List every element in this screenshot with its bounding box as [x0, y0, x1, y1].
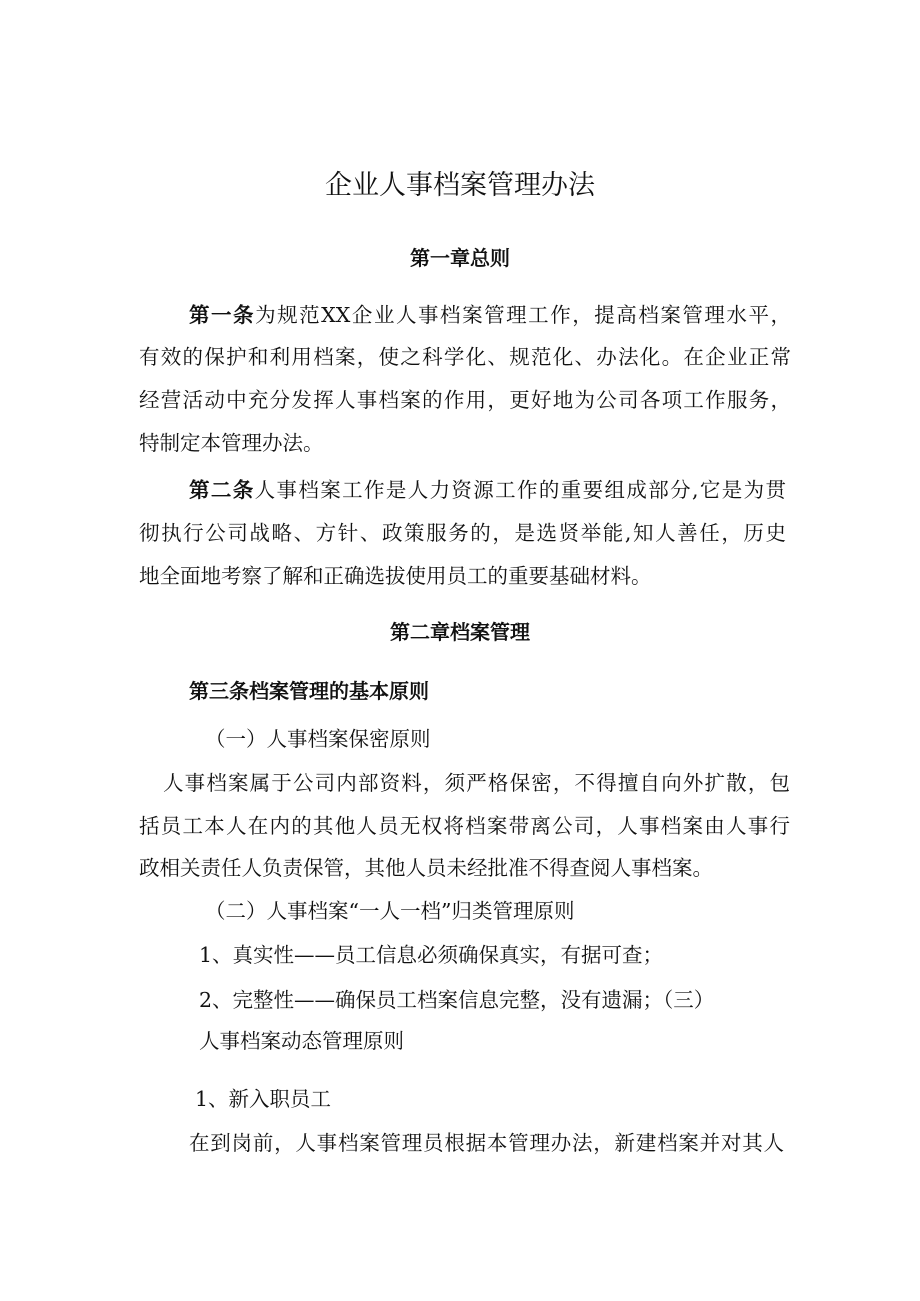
article-1-line-3: 经营活动中充分发挥人事档案的作用，更好地为公司各项工作服务， [139, 388, 791, 412]
principle-1-heading: （一）人事档案保密原则 [205, 727, 431, 751]
article-text: 人事档案工作是人力资源工作的重要组成部分,它是为贯 [254, 478, 786, 502]
principle-3-text-1: 在到岗前，人事档案管理员根据本管理办法，新建档案并对其人 [189, 1131, 784, 1155]
article-1-line-4: 特制定本管理办法。 [139, 431, 324, 455]
article-2-line-3: 地全面地考察了解和正确选拔使用员工的重要基础材料。 [139, 564, 652, 588]
principle-1-line-2: 括员工本人在内的其他人员无权将档案带离公司，人事档案由人事行 [139, 814, 790, 838]
principle-3-heading: 人事档案动态管理原则 [199, 1029, 404, 1053]
chapter-heading: 第一章总则 [410, 246, 510, 270]
article-2-line-2: 彻执行公司战略、方针、政策服务的，是选贤举能,知人善任，历史 [139, 521, 786, 545]
principle-1-line-3: 政相关责任人负责保管，其他人员未经批准不得查阅人事档案。 [139, 856, 713, 880]
article-3-heading: 第三条档案管理的基本原则 [189, 679, 429, 703]
article-label: 第二条 [189, 478, 255, 502]
chapter-heading: 第二章档案管理 [390, 620, 530, 644]
article-label: 第一条 [189, 303, 256, 327]
article-1-line-2: 有效的保护和利用档案，使之科学化、规范化、办法化。在企业正常 [139, 345, 791, 369]
article-1-line-1 [189, 300, 791, 330]
principle-2-heading: （二）人事档案“一人一档”归类管理原则 [205, 899, 575, 923]
principle-1-line-1: 人事档案属于公司内部资料，须严格保密，不得擅自向外扩散，包 [163, 771, 790, 795]
principle-3-item-1: 1、新入职员工 [195, 1087, 332, 1111]
document-title: 企业人事档案管理办法 [325, 170, 595, 201]
principle-2-item-2: 2、完整性——确保员工档案信息完整，没有遗漏；（三） [199, 988, 715, 1012]
principle-2-item-1: 1、真实性——员工信息必须确保真实，有据可查； [199, 943, 664, 967]
article-text: 为规范XX企业人事档案管理工作，提高档案管理水平， [255, 303, 791, 327]
article-2-line-1 [189, 475, 786, 505]
